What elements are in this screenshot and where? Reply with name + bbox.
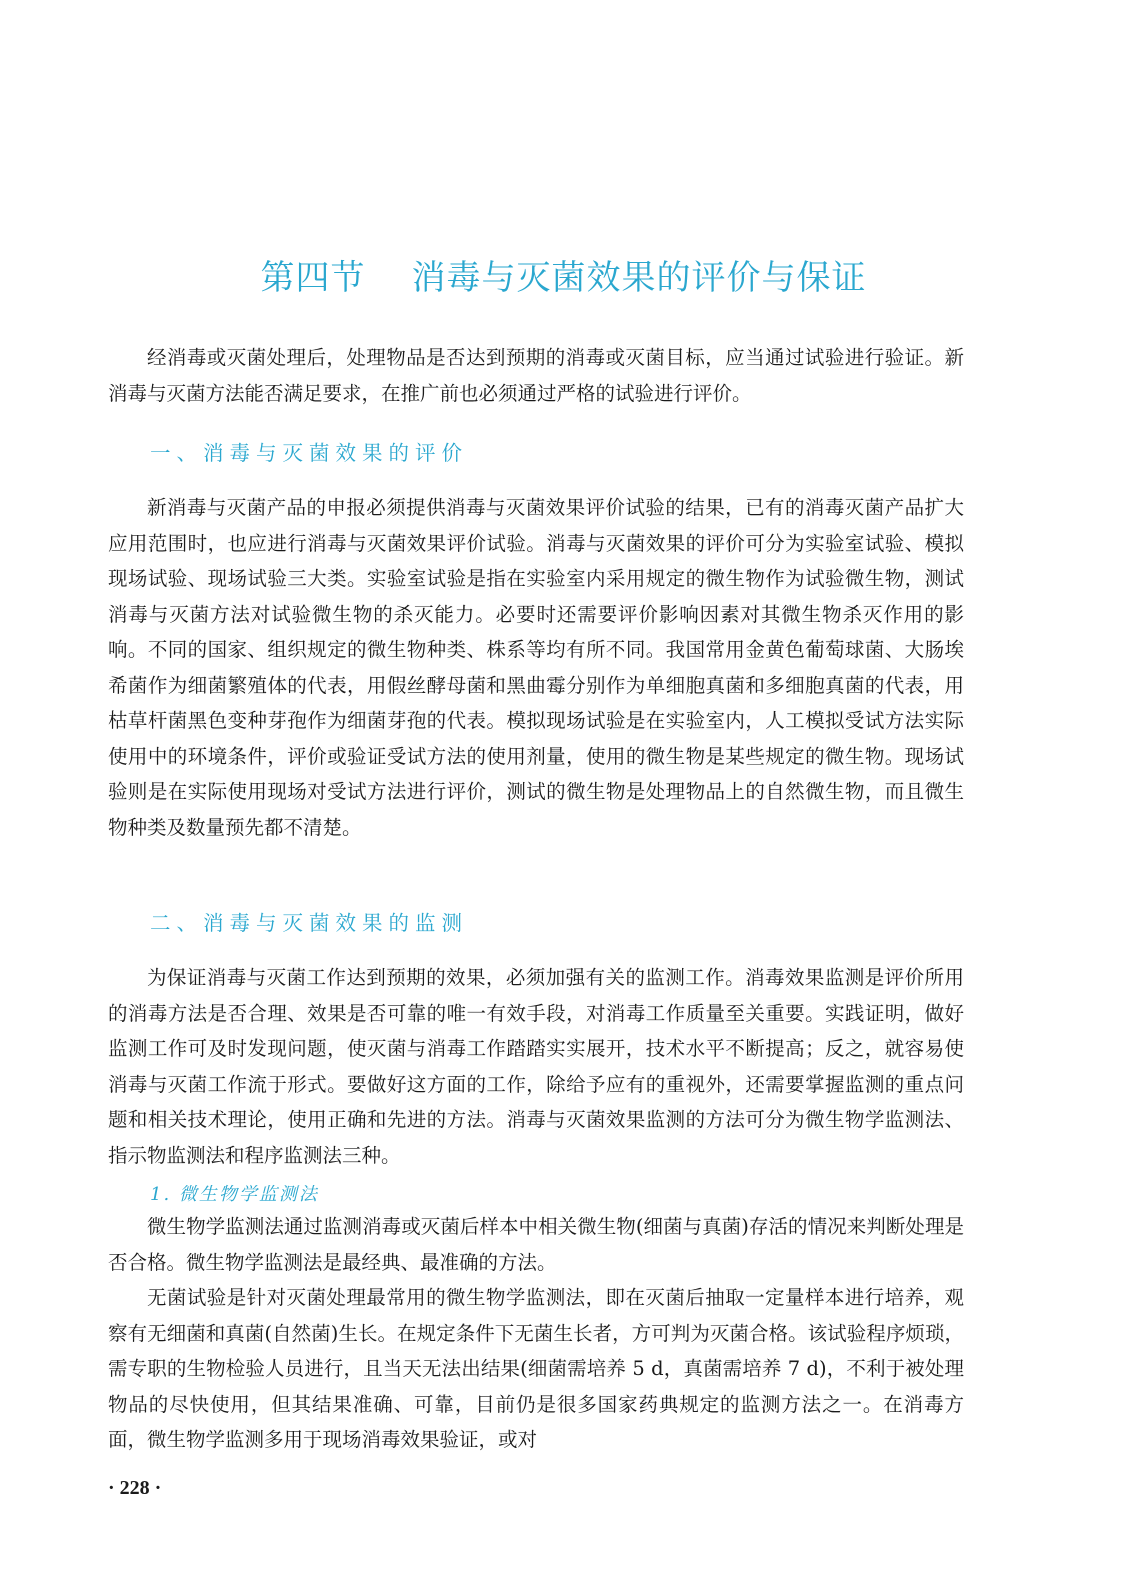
intro-paragraph: 经消毒或灭菌处理后，处理物品是否达到预期的消毒或灭菌目标，应当通过试验进行验证。新消毒与灭菌方法能否满足要求，在推广前也必须通过严格的试验进行评价。: [108, 346, 964, 405]
monitoring-paragraph: 为保证消毒与灭菌工作达到预期的效果，必须加强有关的监测工作。消毒效果监测是评价所用的消毒方法是否合理、效果是否可靠的唯一有效手段，对消毒工作质量至关重要。实践证明，做好监测工作可及时发现问题，使灭菌与消毒工作踏踏实实展开，技术水平不断提高；反之，就容易使消毒与灭菌工作流于形式。要做好这方面的工作，除给予应有的重视外，还需要掌握监测的重点问题和相关技术理论，使用正确和先进的方法。消毒与灭菌效果监测的方法可分为微生物学监测法、指示物监测法和程序监测法三种。: [108, 966, 964, 1167]
subheading-microbiological-method: 1. 微生物学监测法: [150, 1184, 319, 1205]
page-number: · 228 ·: [108, 1477, 162, 1499]
microbiological-block: [108, 1209, 964, 1458]
heading-monitoring: 二、消毒与灭菌效果的监测: [150, 911, 468, 935]
heading-evaluation: 一、消毒与灭菌效果的评价: [150, 441, 468, 465]
section-number: 第四节: [260, 258, 366, 298]
evaluation-block: [108, 490, 964, 845]
intro-block: [108, 340, 964, 411]
section-title-text: 消毒与灭菌效果的评价与保证: [411, 258, 867, 298]
microbiological-paragraph-1: 微生物学监测法通过监测消毒或灭菌后样本中相关微生物(细菌与真菌)存活的情况来判断处理是否合格。微生物学监测法是最经典、最准确的方法。: [108, 1215, 964, 1274]
monitoring-block: [108, 960, 964, 1173]
section-title: [0, 250, 1127, 299]
microbiological-paragraph-2: 无菌试验是针对灭菌处理最常用的微生物学监测法，即在灭菌后抽取一定量样本进行培养，观察有无细菌和真菌(自然菌)生长。在规定条件下无菌生长者，方可判为灭菌合格。该试验程序烦琐，需专职的生物检验人员进行，且当天无法出结果(细菌需培养 5 d，真菌需培养 7 d)，不利于被处理物品的尽快使用，但其结果准确、可靠，目前仍是很多国家药典规定的监测方法之一。在消毒方面，微生物学监测多用于现场消毒效果验证，或对: [108, 1286, 964, 1451]
evaluation-paragraph: 新消毒与灭菌产品的申报必须提供消毒与灭菌效果评价试验的结果，已有的消毒灭菌产品扩大应用范围时，也应进行消毒与灭菌效果评价试验。消毒与灭菌效果的评价可分为实验室试验、模拟现场试验、现场试验三大类。实验室试验是指在实验室内采用规定的微生物作为试验微生物，测试消毒与灭菌方法对试验微生物的杀灭能力。必要时还需要评价影响因素对其微生物杀灭作用的影响。不同的国家、组织规定的微生物种类、株系等均有所不同。我国常用金黄色葡萄球菌、大肠埃希菌作为细菌繁殖体的代表，用假丝酵母菌和黑曲霉分别作为单细胞真菌和多细胞真菌的代表，用枯草杆菌黑色变种芽孢作为细菌芽孢的代表。模拟现场试验是在实验室内，人工模拟受试方法实际使用中的环境条件，评价或验证受试方法的使用剂量，使用的微生物是某些规定的微生物。现场试验则是在实际使用现场对受试方法进行评价，测试的微生物是处理物品上的自然微生物，而且微生物种类及数量预先都不清楚。: [108, 496, 964, 839]
